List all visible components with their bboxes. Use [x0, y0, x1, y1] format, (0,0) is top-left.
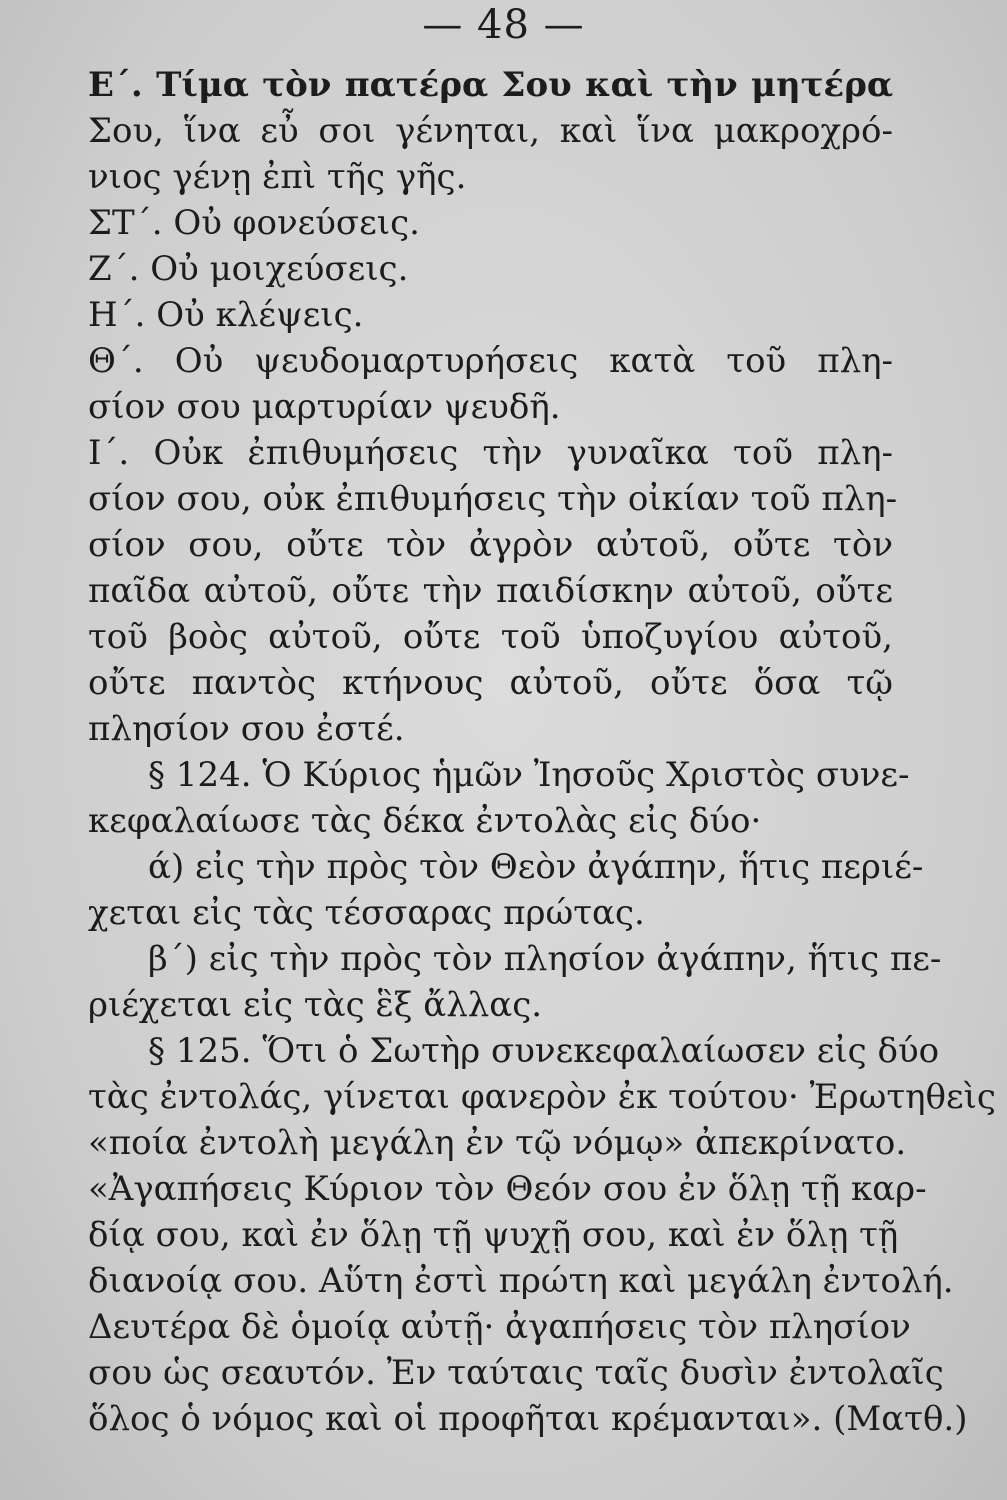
section-124-line-1: § 124. Ὁ Κύριος ἡμῶν Ἰησοῦς Χριστὸς συνε-: [148, 755, 910, 795]
commandment-10-line-2: σίον σου, οὐκ ἐπιθυμήσεις τὴν οἰκίαν τοῦ πλη-: [88, 479, 898, 519]
section-125-line-2: τὰς ἐντολάς, γίνεται φανερὸν ἐκ τούτου· Ἐρωτηθεὶς: [88, 1077, 996, 1117]
section-124-item-b-line-2: ριέχεται εἰς τὰς ἓξ ἄλλας.: [88, 985, 543, 1025]
section-125-line-5: δίᾳ σου, καὶ ἐν ὅλῃ τῇ ψυχῇ σου, καὶ ἐν ὅλῃ τῇ: [88, 1215, 899, 1255]
commandment-10-line-6: οὔτε παντὸς κτήνους αὐτοῦ, οὔτε ὅσα τῷ: [88, 663, 893, 703]
section-125-line-8: σου ὡς σεαυτόν. Ἐν ταύταις ταῖς δυσὶν ἐντολαῖς: [88, 1353, 944, 1393]
section-125-line-9: ὅλος ὁ νόμος καὶ οἱ προφῆται κρέμανται». (Ματθ.): [88, 1399, 968, 1439]
commandment-8: Η΄. Οὐ κλέψεις.: [88, 295, 364, 335]
commandment-9-line-2: σίον σου μαρτυρίαν ψευδῆ.: [88, 387, 561, 427]
page-number: — 48 —: [422, 2, 585, 48]
commandment-5-line-1: Ε΄. Τίμα τὸν πατέρα Σου καὶ τὴν μητέρα: [88, 65, 893, 105]
section-125-line-1: § 125. Ὅτι ὁ Σωτὴρ συνεκεφαλαίωσεν εἰς δύο: [148, 1031, 940, 1071]
section-124-item-a-line-2: χεται εἰς τὰς τέσσαρας πρώτας.: [88, 893, 645, 933]
commandment-6: ΣΤ΄. Οὐ φονεύσεις.: [88, 203, 420, 243]
section-125-line-4: «Ἀγαπήσεις Κύριον τὸν Θεόν σου ἐν ὅλῃ τῇ καρ-: [88, 1169, 927, 1209]
commandment-10-line-3: σίον σου, οὔτε τὸν ἀγρὸν αὐτοῦ, οὔτε τὸν: [88, 525, 893, 565]
commandment-10-line-7: πλησίον σου ἐστέ.: [88, 709, 405, 749]
section-125-line-3: «ποία ἐντολὴ μεγάλη ἐν τῷ νόμῳ» ἀπεκρίνατο.: [88, 1123, 907, 1163]
section-125-line-7: Δευτέρα δὲ ὁμοίᾳ αὐτῇ· ἀγαπήσεις τὸν πλησίον: [88, 1307, 911, 1347]
commandment-7: Ζ΄. Οὐ μοιχεύσεις.: [88, 249, 409, 289]
commandment-10-line-4: παῖδα αὐτοῦ, οὔτε τὴν παιδίσκην αὐτοῦ, οὔτε: [88, 571, 893, 611]
commandment-5-line-2: Σου, ἵνα εὖ σοι γένηται, καὶ ἵνα μακροχρό-: [88, 111, 893, 151]
section-124-line-2: κεφαλαίωσε τὰς δέκα ἐντολὰς εἰς δύο·: [88, 801, 762, 841]
section-124-item-a-line-1: ά) εἰς τὴν πρὸς τὸν Θεὸν ἀγάπην, ἥτις περιέ-: [148, 847, 924, 887]
commandment-10-line-1: Ι΄. Οὐκ ἐπιθυμήσεις τὴν γυναῖκα τοῦ πλη-: [88, 433, 893, 473]
section-124-item-b-line-1: β΄) εἰς τὴν πρὸς τὸν πλησίον ἀγάπην, ἥτις πε-: [148, 939, 942, 979]
section-125-line-6: διανοίᾳ σου. Αὕτη ἐστὶ πρώτη καὶ μεγάλη ἐντολή.: [88, 1261, 954, 1301]
commandment-10-line-5: τοῦ βοὸς αὐτοῦ, οὔτε τοῦ ὑποζυγίου αὐτοῦ,: [88, 617, 893, 657]
commandment-9-line-1: Θ΄. Οὐ ψευδομαρτυρήσεις κατὰ τοῦ πλη-: [88, 341, 893, 381]
commandment-5-line-3: νιος γένῃ ἐπὶ τῆς γῆς.: [88, 157, 467, 197]
